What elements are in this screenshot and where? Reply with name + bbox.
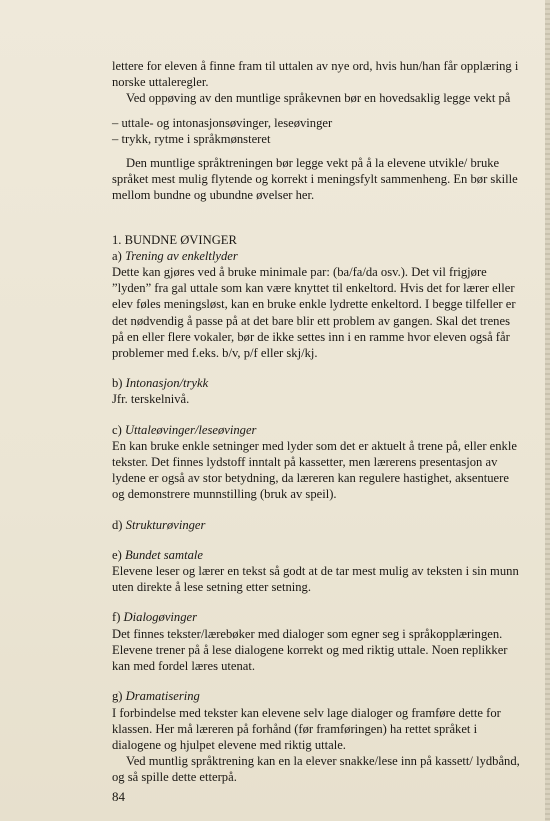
item-label: d) xyxy=(112,517,123,532)
item-d xyxy=(112,517,524,533)
page-edge xyxy=(545,0,550,821)
item-f xyxy=(112,609,524,674)
intro-paragraph-3: Den muntlige språktreningen bør legge vekt på å la elevene utvikle/ bruke språket mest mulig flytende og korrekt i meningsfylt sammenheng. En bør skille mellom bundne og ubundne øvelser her. xyxy=(112,156,518,203)
closing-paragraph: Ved muntlig språktrening kan en la elever snakke/lese inn på kassett/ lydbånd, og så spille dette etterpå. xyxy=(112,754,520,785)
item-label: g) xyxy=(112,689,123,704)
item-title: Bundet samtale xyxy=(124,547,203,562)
bullet-list xyxy=(112,115,524,147)
bullet-item: – trykk, rytme i språkmønsteret xyxy=(112,131,271,146)
item-label: f) xyxy=(112,610,121,625)
item-title: Strukturøvinger xyxy=(125,517,206,532)
item-title: Dramatisering xyxy=(125,689,200,704)
item-label: e) xyxy=(112,547,122,562)
item-label: b) xyxy=(112,376,123,391)
bullet-item: – uttale- og intonasjonsøvinger, leseøvinger xyxy=(112,115,333,130)
item-title: Dialogøvinger xyxy=(123,610,198,625)
item-e xyxy=(112,547,524,596)
item-b xyxy=(112,375,524,407)
item-body: En kan bruke enkle setninger med lyder som det er aktuelt å trene på, eller enkle tekster. Det finnes lydstoff inntalt på kassetter, men lærerens presentasjon av lydene er også av stor betydning, da læreren kan regulere hastighet, aksentuere og demonstrere munnstilling (bruk av speil). xyxy=(112,438,517,502)
intro-paragraph-2: Ved oppøving av den muntlige språkevnen bør en hovedsaklig legge vekt på xyxy=(126,91,511,106)
item-a xyxy=(112,248,524,361)
item-c xyxy=(112,422,524,503)
item-g xyxy=(112,688,524,753)
section-heading: 1. BUNDNE ØVINGER xyxy=(112,232,237,247)
item-body: Det finnes tekster/lærebøker med dialoger som egner seg i språkopplæringen. Elevene trener på å lese dialogene korrekt og med riktig uttale. Noen replikker kan med fordel læres utenat. xyxy=(112,626,508,674)
page-content xyxy=(112,58,524,786)
item-label: c) xyxy=(112,422,122,437)
item-title: Intonasjon/trykk xyxy=(125,376,209,391)
item-title: Trening av enkeltlyder xyxy=(124,248,238,263)
item-body: I forbindelse med tekster kan elevene selv lage dialoger og framføre dette for klassen. Her må læreren på forhånd (før framføringen) ha rettet språket i dialogene og hjulpet elevene med riktig uttale. xyxy=(112,705,501,752)
item-label: a) xyxy=(112,248,122,263)
item-body: Dette kan gjøres ved å bruke minimale par: (ba/fa/da osv.). Det vil frigjøre ”lyden” fra gal uttale som kan være knyttet til enkeltord. Hvis det for lærer eller elev føles meningsløst, kan en bruke enkle lydrette enkeltord. I begge tilfeller er det nødvendig å passe på at det bare blir ett problem av gangen. Skal det trenes på en eller flere vokaler, bør de ikke settes inn i en ramme hvor eleven også får problemer med f.eks. b/v, p/f eller skj/kj. xyxy=(112,265,516,361)
item-body: Elevene leser og lærer en tekst så godt at de tar mest mulig av teksten i sin munn uten direkte å lese setning etter setning. xyxy=(112,564,519,595)
intro-paragraph-1: lettere for eleven å finne fram til uttalen av nye ord, hvis hun/han får opplæring i norske uttaleregler. xyxy=(112,59,519,90)
item-title: Uttaleøvinger/leseøvinger xyxy=(124,422,257,437)
page-number: 84 xyxy=(112,789,125,804)
item-body: Jfr. terskelnivå. xyxy=(112,392,190,407)
